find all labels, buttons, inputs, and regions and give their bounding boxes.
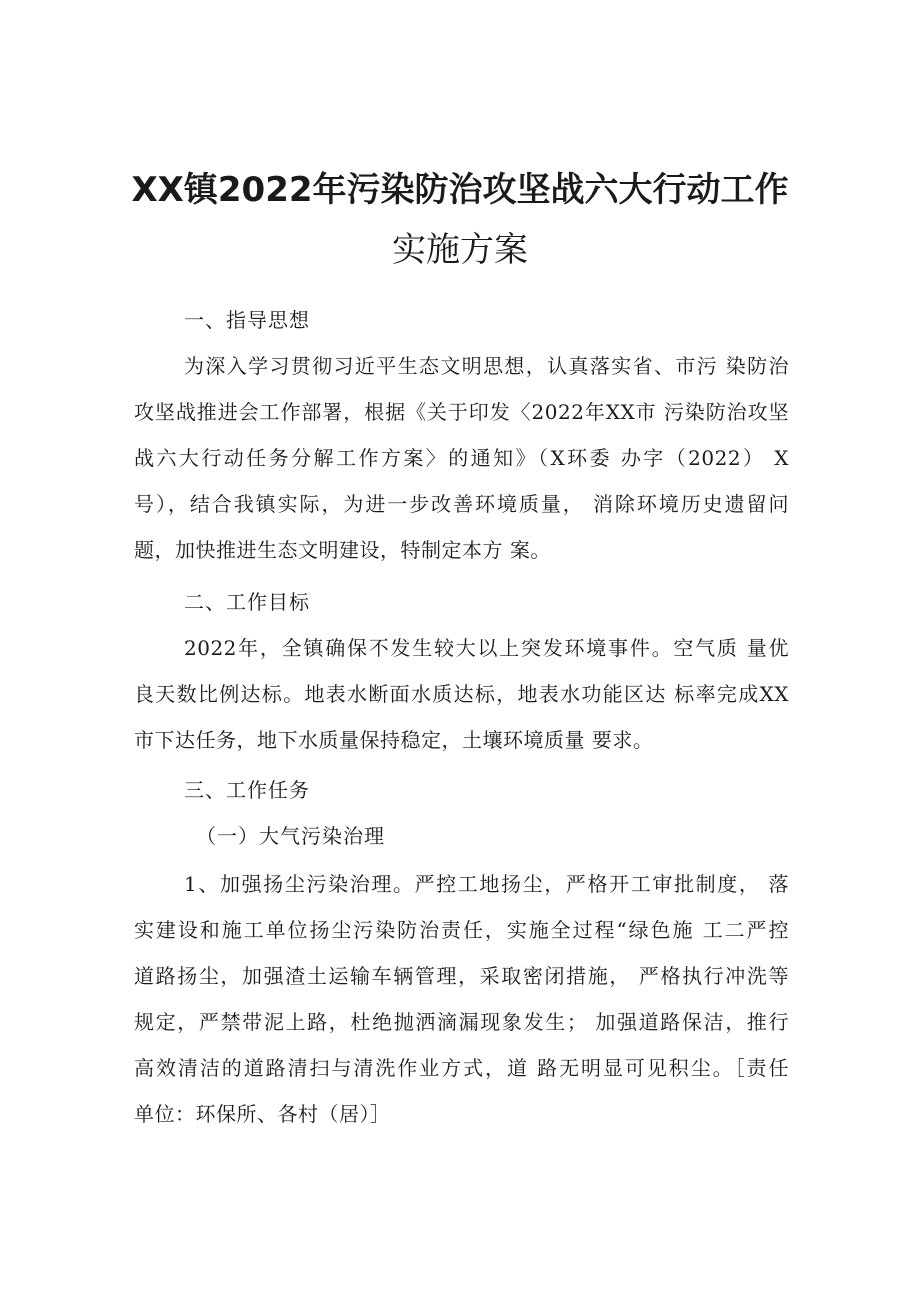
paragraph-line: 市下达任务，地下水质量保持稳定，土壤环境质量 要求。 — [134, 728, 654, 752]
document-title-line-1: XX镇2022年污染防治攻坚战六大行动工作 — [131, 170, 789, 210]
paragraph-line: 1、加强扬尘污染治理。严控工地扬尘，严格开工审批制度， 落 — [184, 872, 789, 896]
paragraph-line: 号），结合我镇实际，为进一步改善环境质量， 消除环境历史遗留问 — [134, 492, 789, 516]
section-heading-work-tasks: 三、工作任务 — [184, 778, 310, 802]
paragraph-line: 战六大行动任务分解工作方案〉的通知》（X环委 办字（2022） X — [134, 446, 789, 470]
paragraph-line: 攻坚战推进会工作部署，根据《关于印发〈2022年XX市 污染防治攻坚 — [134, 400, 789, 424]
paragraph-line: 单位：环保所、各村（居）］ — [134, 1102, 391, 1126]
paragraph-line: 良天数比例达标。地表水断面水质达标，地表水功能区达 标率完成XX — [134, 682, 789, 706]
section-heading-work-goals: 二、工作目标 — [184, 590, 310, 614]
document-title-line-2: 实施方案 — [392, 230, 528, 270]
paragraph-line: 题，加快推进生态文明建设，特制定本方 案。 — [134, 538, 551, 562]
paragraph-line: 2022年，全镇确保不发生较大以上突发环境事件。空气质 量优 — [184, 636, 789, 660]
paragraph-line: 实建设和施工单位扬尘污染防治责任，实施全过程“绿色施 工二严控 — [134, 918, 789, 942]
paragraph-line: 道路扬尘，加强渣土运输车辆管理，采取密闭措施， 严格执行冲洗等 — [134, 964, 789, 988]
paragraph-line: 高效清洁的道路清扫与清洗作业方式，道 路无明显可见积尘。［责任 — [134, 1056, 789, 1080]
paragraph-line: 规定，严禁带泥上路，杜绝抛洒滴漏现象发生； 加强道路保洁，推行 — [134, 1010, 789, 1034]
section-heading-guiding-ideology: 一、指导思想 — [184, 308, 310, 332]
paragraph-line: 为深入学习贯彻习近平生态文明思想，认真落实省、市污 染防治 — [184, 354, 789, 378]
subsection-heading-air-pollution: （一）大气污染治理 — [196, 824, 385, 848]
